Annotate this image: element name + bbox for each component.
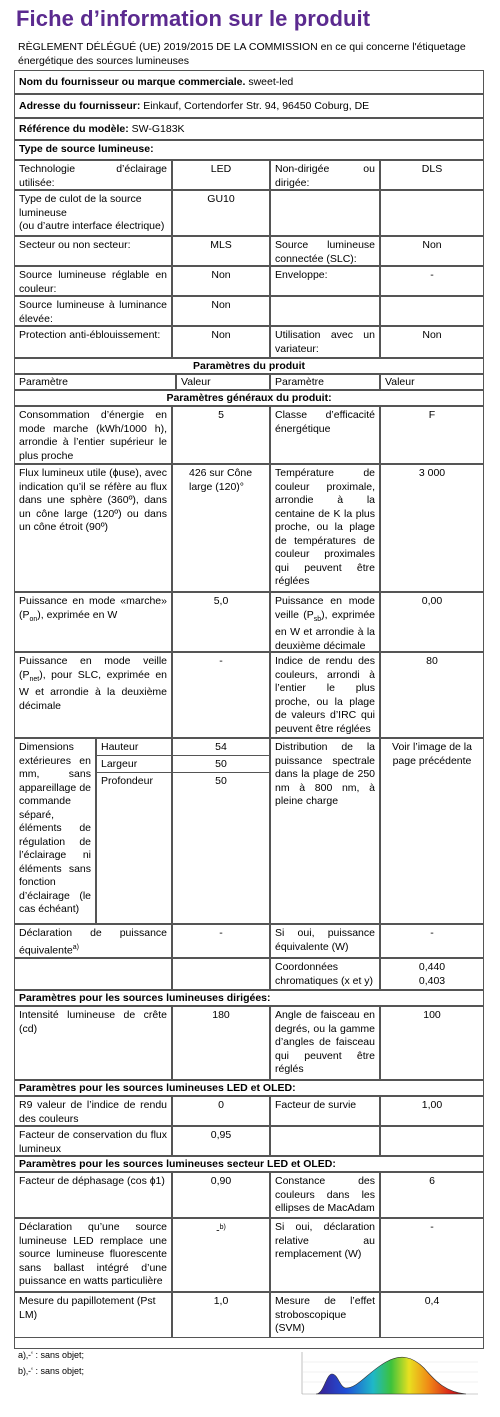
cap-empty-3: [270, 190, 380, 236]
macadam-value: 6: [380, 1172, 484, 1218]
onmode-sub: on: [29, 615, 38, 623]
class-label: Classe d’efficacité énergétique: [270, 406, 380, 464]
supplier-address-label: Adresse du fournisseur:: [19, 100, 141, 112]
strobo-label: Mesure de l’effet stroboscopique (SVM): [270, 1292, 380, 1338]
energy-label: Consommation d’énergie en mode marche (kWh/1000 h), arrondie à l’entier supérieur le plus proche: [14, 406, 172, 464]
flux-label: Flux lumineux utile (ɸuse), avec indication qu’il se réfère au flux dans une sphère (360º), dans un cône large (120º) ou dans un cône étroit (90º): [14, 464, 172, 592]
dimmer-value: Non: [380, 326, 484, 358]
high-lum-value: Non: [172, 296, 270, 326]
high-lum-empty-4: [380, 296, 484, 326]
mains-value: MLS: [172, 236, 270, 266]
maint-label: Facteur de conservation du flux lumineux: [14, 1126, 172, 1156]
spectrum-graphic: [296, 1350, 482, 1400]
cap-label-2: (ou d’autre interface électrique): [19, 220, 165, 232]
model-label: Référence du modèle:: [19, 123, 129, 135]
peak-value: 180: [172, 1006, 270, 1080]
slc-value: Non: [380, 236, 484, 266]
replace-value-cell: [172, 1218, 270, 1292]
regulation-subtitle: RÈGLEMENT DÉLÉGUÉ (UE) 2019/2015 DE LA COMMISSION en ce qui concerne l'étiquetage énergétique des sources lumineuses: [18, 41, 466, 67]
netstandby-sub: net: [29, 675, 40, 683]
params-title: Paramètres du produit: [14, 358, 484, 374]
page-title: Fiche d’information sur le produit: [16, 6, 371, 31]
standby-label-a: Puissance en mode veille (P: [275, 595, 375, 621]
netstandby-label-a: Puissance en mode veille (P: [19, 655, 167, 681]
peak-label: Intensité lumineuse de crête (cd): [14, 1006, 172, 1080]
standby-sub: sb: [313, 615, 322, 623]
cct-label: Température de couleur proximale, arrondie à la centaine de K la plus proche, ou la plage de températures de couleur proximales qui peuvent être réglées: [270, 464, 380, 592]
col-header-param-1: Paramètre: [14, 374, 176, 390]
macadam-label: Constance des couleurs dans les ellipses de MacAdam: [270, 1172, 380, 1218]
directional-value: DLS: [380, 160, 484, 190]
dimmer-label: Utilisation avec un variateur:: [270, 326, 380, 358]
colour-label: Source lumineuse réglable en couleur:: [14, 266, 172, 296]
standby-value: 0,00: [380, 592, 484, 652]
mains-led-section-title: Paramètres pour les sources lumineuses secteur LED et OLED:: [14, 1156, 484, 1172]
chroma-label: Coordonnées chromatiques (x et y): [270, 958, 380, 990]
cri-value: 80: [380, 652, 484, 738]
supplier-name-row: [14, 70, 484, 94]
col-header-value-1: Valeur: [176, 374, 270, 390]
supplier-address-value: Einkauf, Cortendorfer Str. 94, 96450 Coburg, DE: [143, 100, 370, 112]
onmode-label-b: ), exprimée en W: [37, 608, 118, 621]
cri-label: Indice de rendu des couleurs, arrondi à l’entier le plus proche, ou la plage de valeurs d’IRC qui peuvent être réglées: [270, 652, 380, 738]
energy-value: 5: [172, 406, 270, 464]
height-label: Hauteur: [97, 739, 171, 756]
cct-value: 3 000: [380, 464, 484, 592]
spd-label: Distribution de la puissance spectrale dans la plage de 250 nm à 800 nm, à pleine charge: [270, 738, 380, 924]
netstandby-label-b: ), pour SLC, exprimée en W et arrondie à la deuxième décimale: [19, 668, 167, 712]
replace-value: -: [216, 1224, 220, 1237]
maint-value: 0,95: [172, 1126, 270, 1156]
equiv-w-label: Si oui, puissance équivalente (W): [270, 924, 380, 958]
chroma-y: 0,403: [418, 974, 446, 987]
type-section-title: Type de source lumineuse:: [14, 140, 484, 160]
r9-value: 0: [172, 1096, 270, 1126]
chroma-empty-2: [172, 958, 270, 990]
flicker-value: 1,0: [172, 1292, 270, 1338]
dims-values: [172, 738, 270, 924]
flicker-label: Mesure du papillotement (Pst LM): [14, 1292, 172, 1338]
model-value: SW-G183K: [131, 123, 185, 135]
replace-w-value: -: [380, 1218, 484, 1292]
slc-label: Source lumineuse connectée (SLC):: [270, 236, 380, 266]
survival-value: 1,00: [380, 1096, 484, 1126]
onmode-value: 5,0: [172, 592, 270, 652]
colour-value: Non: [172, 266, 270, 296]
envelope-value: -: [380, 266, 484, 296]
depth-value: 50: [215, 775, 227, 787]
directed-section-title: Paramètres pour les sources lumineuses dirigées:: [14, 990, 484, 1006]
footnote-b: b)‚-‘ : sans objet;: [18, 1366, 85, 1376]
standby-label: [270, 592, 380, 652]
width-label: Largeur: [97, 756, 171, 773]
envelope-label: Enveloppe:: [270, 266, 380, 296]
netstandby-value: -: [172, 652, 270, 738]
mains-label: Secteur ou non secteur:: [14, 236, 172, 266]
onmode-label: [14, 592, 172, 652]
beam-value: 100: [380, 1006, 484, 1080]
cap-label: Type de culot de la source lumineuse: [19, 193, 142, 219]
equiv-value: -: [172, 924, 270, 958]
phase-value: 0,90: [172, 1172, 270, 1218]
maint-empty-3: [270, 1126, 380, 1156]
equiv-w-value: -: [380, 924, 484, 958]
tech-label: Technologie d’éclairage utilisée:: [14, 160, 172, 190]
glare-label: Protection anti-éblouissement:: [14, 326, 172, 358]
col-header-param-2: Paramètre: [270, 374, 380, 390]
footnote-a: a)‚-‘ : sans objet;: [18, 1350, 85, 1360]
replace-w-label: Si oui, déclaration relative au remplacement (W): [270, 1218, 380, 1292]
equiv-label-text: Déclaration de puissance équivalente: [19, 927, 167, 956]
replace-label: Déclaration qu’une source lumineuse LED remplace une source lumineuse fluorescente sans ballast intégré d’une puissance en watts particulière: [14, 1218, 172, 1292]
supplier-name-label: Nom du fournisseur ou marque commerciale.: [19, 76, 246, 88]
supplier-address-row: [14, 94, 484, 118]
chroma-empty-1: [14, 958, 172, 990]
model-row: [14, 118, 484, 140]
spd-value: Voir l’image de la page précédente: [380, 738, 484, 924]
width-value: 50: [173, 756, 269, 773]
directional-label: Non-dirigée ou dirigée:: [270, 160, 380, 190]
dims-label: Dimensions extérieures en mm, sans appareillage de commande séparé, éléments de régulation de l’éclairage ni éléments sans fonction d’éclairage (le cas échéant): [14, 738, 96, 924]
chroma-values: [380, 958, 484, 990]
replace-sup: b): [219, 1224, 226, 1231]
chroma-x: 0,440: [418, 961, 446, 973]
high-lum-label: Source lumineuse à luminance élevée:: [14, 296, 172, 326]
equiv-sup: a): [72, 943, 79, 951]
height-value: 54: [173, 739, 269, 756]
survival-label: Facteur de survie: [270, 1096, 380, 1126]
cap-empty-4: [380, 190, 484, 236]
led-section-title: Paramètres pour les sources lumineuses LED et OLED:: [14, 1080, 484, 1096]
flux-value: 426 sur Cône large (120)°: [172, 464, 270, 592]
class-value: F: [380, 406, 484, 464]
onmode-label-a: Puissance en mode «marche» (P: [19, 595, 167, 621]
equiv-label: [14, 924, 172, 958]
netstandby-label: [14, 652, 172, 738]
maint-empty-4: [380, 1126, 484, 1156]
phase-label: Facteur de déphasage (cos ɸ1): [14, 1172, 172, 1218]
beam-label: Angle de faisceau en degrés, ou la gamme d’angles de faisceau qui peuvent être réglés: [270, 1006, 380, 1080]
col-header-value-2: Valeur: [380, 374, 484, 390]
depth-label: Profondeur: [101, 775, 153, 787]
tech-value: LED: [172, 160, 270, 190]
dims-sub-col: [96, 738, 172, 924]
strobo-value: 0,4: [380, 1292, 484, 1338]
r9-label: R9 valeur de l’indice de rendu des couleurs: [14, 1096, 172, 1126]
cap-value: GU10: [172, 190, 270, 236]
standby-label-b: ), exprimée en W et arrondie à la deuxième décimale: [275, 608, 375, 652]
high-lum-empty-3: [270, 296, 380, 326]
supplier-name-value: sweet-led: [248, 76, 294, 88]
general-params-title: Paramètres généraux du produit:: [14, 390, 484, 406]
cap-label-cell: [14, 190, 172, 236]
glare-value: Non: [172, 326, 270, 358]
